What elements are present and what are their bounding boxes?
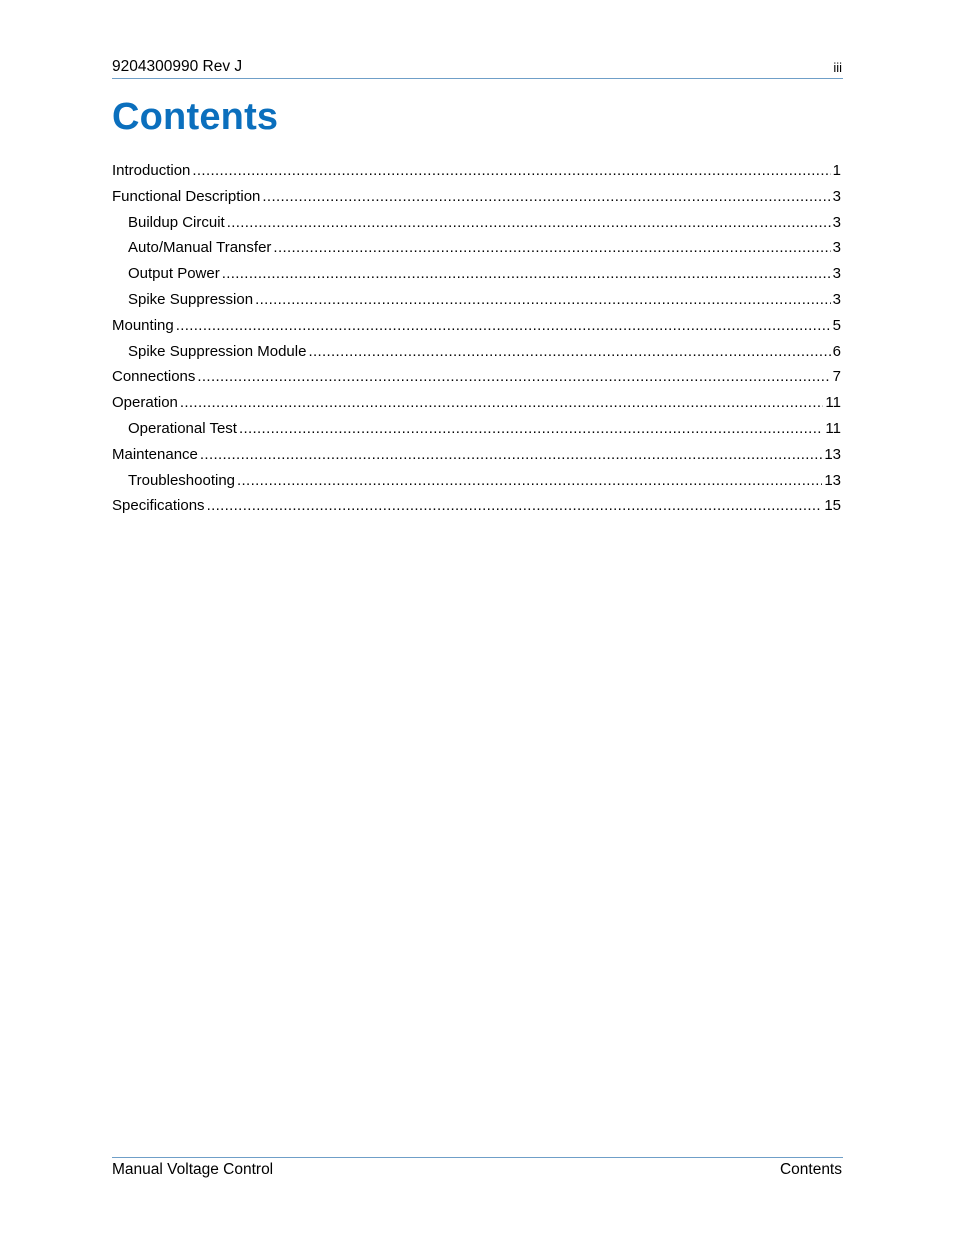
- toc-entry-page: 3: [832, 213, 841, 231]
- toc-entry-page: 13: [824, 471, 841, 489]
- toc-entry-output-power[interactable]: [112, 261, 841, 287]
- document-number: 9204300990 Rev J: [112, 58, 243, 75]
- toc-entry-label: Maintenance: [112, 445, 198, 463]
- toc-dot-leader: [255, 287, 831, 313]
- toc-dot-leader: [308, 339, 830, 365]
- toc-entry-label: Connections: [112, 368, 196, 386]
- toc-entry-page: 7: [832, 368, 841, 386]
- toc-entry-functional-description[interactable]: [112, 184, 841, 210]
- toc-dot-leader: [239, 416, 823, 442]
- toc-entry-label: Spike Suppression: [128, 290, 254, 308]
- toc-dot-leader: [176, 313, 831, 339]
- toc-entry-operational-test[interactable]: [112, 416, 841, 442]
- page-header: [112, 56, 843, 79]
- toc-entry-label: Mounting: [112, 316, 174, 334]
- toc-entry-page: 6: [832, 342, 841, 360]
- toc-entry-label: Functional Description: [112, 187, 261, 205]
- toc-entry-specifications[interactable]: [112, 493, 841, 519]
- toc-entry-buildup-circuit[interactable]: [112, 210, 841, 236]
- toc-entry-page: 3: [832, 187, 841, 205]
- toc-dot-leader: [192, 158, 830, 184]
- toc-dot-leader: [207, 493, 823, 519]
- toc-entry-auto-manual-transfer[interactable]: [112, 235, 841, 261]
- toc-entry-page: 3: [832, 239, 841, 257]
- page-title: Contents: [112, 96, 279, 138]
- toc-entry-page: 1: [832, 162, 841, 179]
- page-footer: [112, 1157, 843, 1182]
- toc-entry-operation[interactable]: [112, 390, 841, 416]
- toc-entry-mounting[interactable]: [112, 313, 841, 339]
- toc-entry-page: 13: [824, 445, 841, 463]
- toc-entry-page: 11: [825, 419, 841, 437]
- toc-dot-leader: [180, 390, 824, 416]
- toc-entry-spike-suppression-module[interactable]: [112, 339, 841, 365]
- toc-entry-connections[interactable]: [112, 364, 841, 390]
- toc-entry-label: Operation: [112, 394, 178, 412]
- toc-entry-page: 11: [825, 394, 841, 412]
- section-name: Contents: [779, 1161, 842, 1178]
- toc-entry-label: Buildup Circuit: [128, 213, 225, 231]
- toc-entry-label: Introduction: [112, 162, 191, 179]
- toc-entry-troubleshooting[interactable]: [112, 468, 841, 494]
- toc-entry-page: 3: [832, 290, 841, 308]
- table-of-contents: [112, 158, 841, 519]
- toc-entry-label: Troubleshooting: [128, 471, 236, 489]
- toc-dot-leader: [197, 364, 830, 390]
- toc-entry-spike-suppression[interactable]: [112, 287, 841, 313]
- toc-dot-leader: [222, 261, 831, 287]
- toc-entry-label: Auto/Manual Transfer: [128, 239, 272, 257]
- toc-entry-label: Operational Test: [128, 419, 237, 437]
- toc-entry-introduction[interactable]: [112, 158, 841, 184]
- document-title: Manual Voltage Control: [112, 1161, 274, 1178]
- toc-entry-page: 15: [824, 497, 841, 515]
- toc-entry-maintenance[interactable]: [112, 442, 841, 468]
- toc-dot-leader: [262, 184, 830, 210]
- toc-entry-label: Specifications: [112, 497, 205, 515]
- toc-entry-label: Spike Suppression Module: [128, 342, 307, 360]
- toc-dot-leader: [200, 442, 822, 468]
- toc-dot-leader: [273, 235, 830, 261]
- toc-entry-label: Output Power: [128, 265, 220, 283]
- toc-entry-page: 3: [832, 265, 841, 283]
- toc-dot-leader: [237, 468, 822, 494]
- toc-entry-page: 5: [832, 316, 841, 334]
- toc-dot-leader: [227, 210, 831, 236]
- page-number: iii: [833, 60, 842, 75]
